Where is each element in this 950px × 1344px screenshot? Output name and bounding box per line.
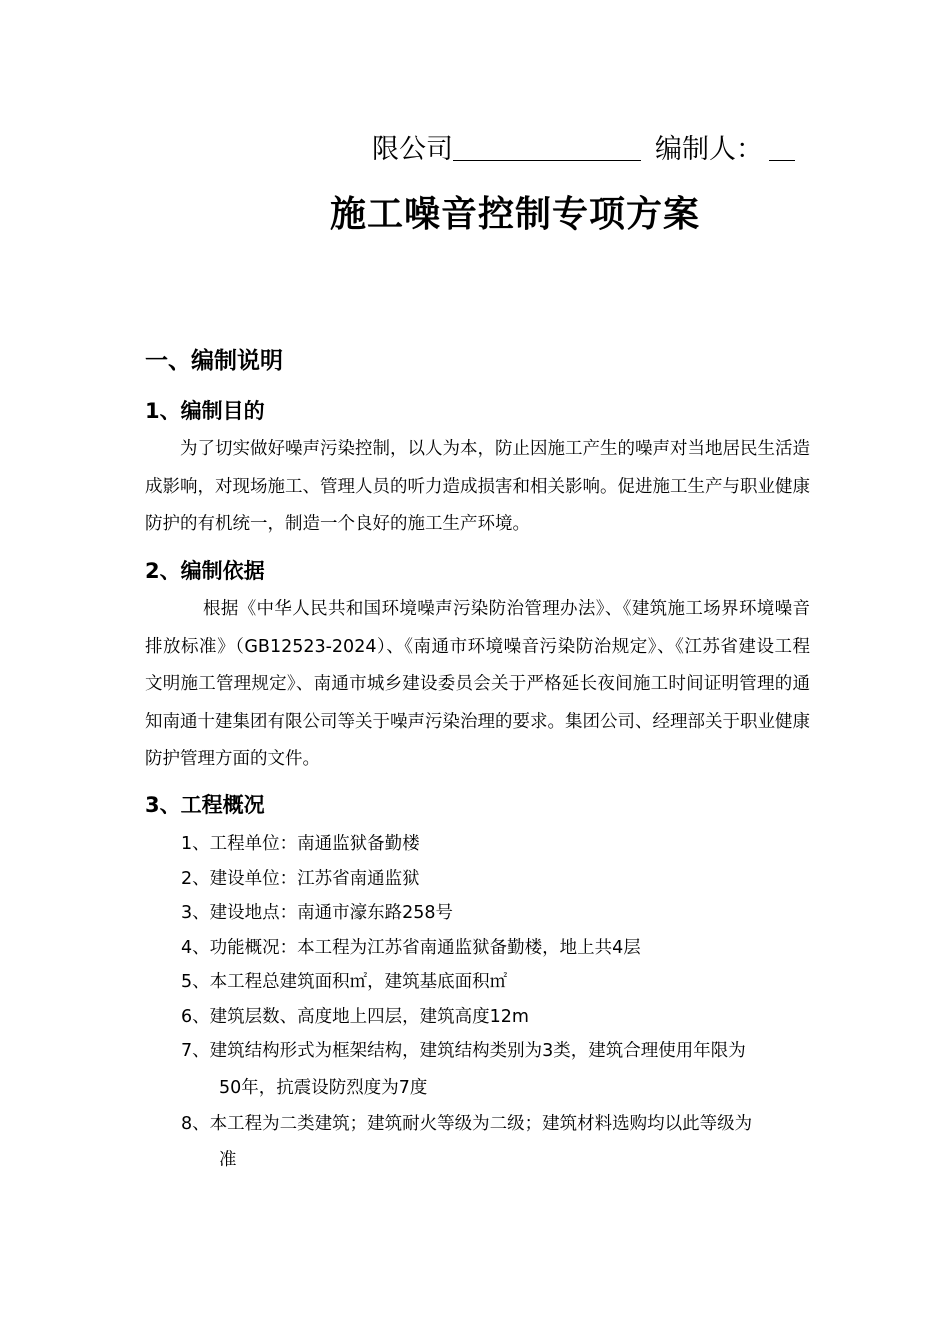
subsection-heading-overview: 3、工程概况 [145,793,265,817]
list-item-continuation: 50年，抗震设防烈度为7度 [219,1077,428,1098]
paragraph-basis: 根据《中华人民共和国环境噪声污染防治管理办法》、《建筑施工场界环境噪音排放标准》（GB12523-2024）、《南通市环境噪音污染防治规定》、《江苏省建设工程文明施工管理规定》、南通市城乡建设委员会关于严格延长夜间施工时间证明管理的通知南通十建集团有限公司等关于噪声污染治理的要求。集团公司、经理部关于职业健康防护管理方面的文件。 [145,599,810,769]
editor-label: 编制人： [655,134,763,165]
list-item: 6、建筑层数、高度地上四层，建筑高度12m [181,1006,529,1027]
list-item: 2、建设单位：江苏省南通监狱 [181,868,420,889]
document-title: 施工噪音控制专项方案 [329,194,700,235]
list-item: 5、本工程总建筑面积㎡，建筑基底面积㎡ [181,972,508,992]
subsection-heading-purpose: 1、编制目的 [145,399,265,423]
paragraph-purpose: 为了切实做好噪声污染控制，以人为本，防止因施工产生的噪声对当地居民生活造成影响，对现场施工、管理人员的听力造成损害和相关影响。促进施工生产与职业健康防护的有机统一，制造一个良好的施工生产环境。 [145,439,810,534]
list-item: 7、建筑结构形式为框架结构，建筑结构类别为3类，建筑合理使用年限为 [181,1041,746,1061]
list-item: 4、功能概况：本工程为江苏省南通监狱备勤楼，地上共4层 [181,937,641,958]
list-item: 8、本工程为二类建筑；建筑耐火等级为二级；建筑材料选购均以此等级为 [181,1113,753,1134]
section-heading-1: 一、编制说明 [145,348,283,374]
company-blank-line [453,130,641,161]
list-item: 3、建设地点：南通市濠东路258号 [181,903,454,923]
editor-blank-line [769,130,795,161]
subsection-heading-basis: 2、编制依据 [145,559,265,583]
company-name: 限公司 [372,134,453,165]
header-line [372,130,812,170]
project-overview-list [181,827,811,1179]
list-item: 1、工程单位：南通监狱备勤楼 [181,834,420,854]
list-item-continuation: 准 [219,1150,237,1170]
